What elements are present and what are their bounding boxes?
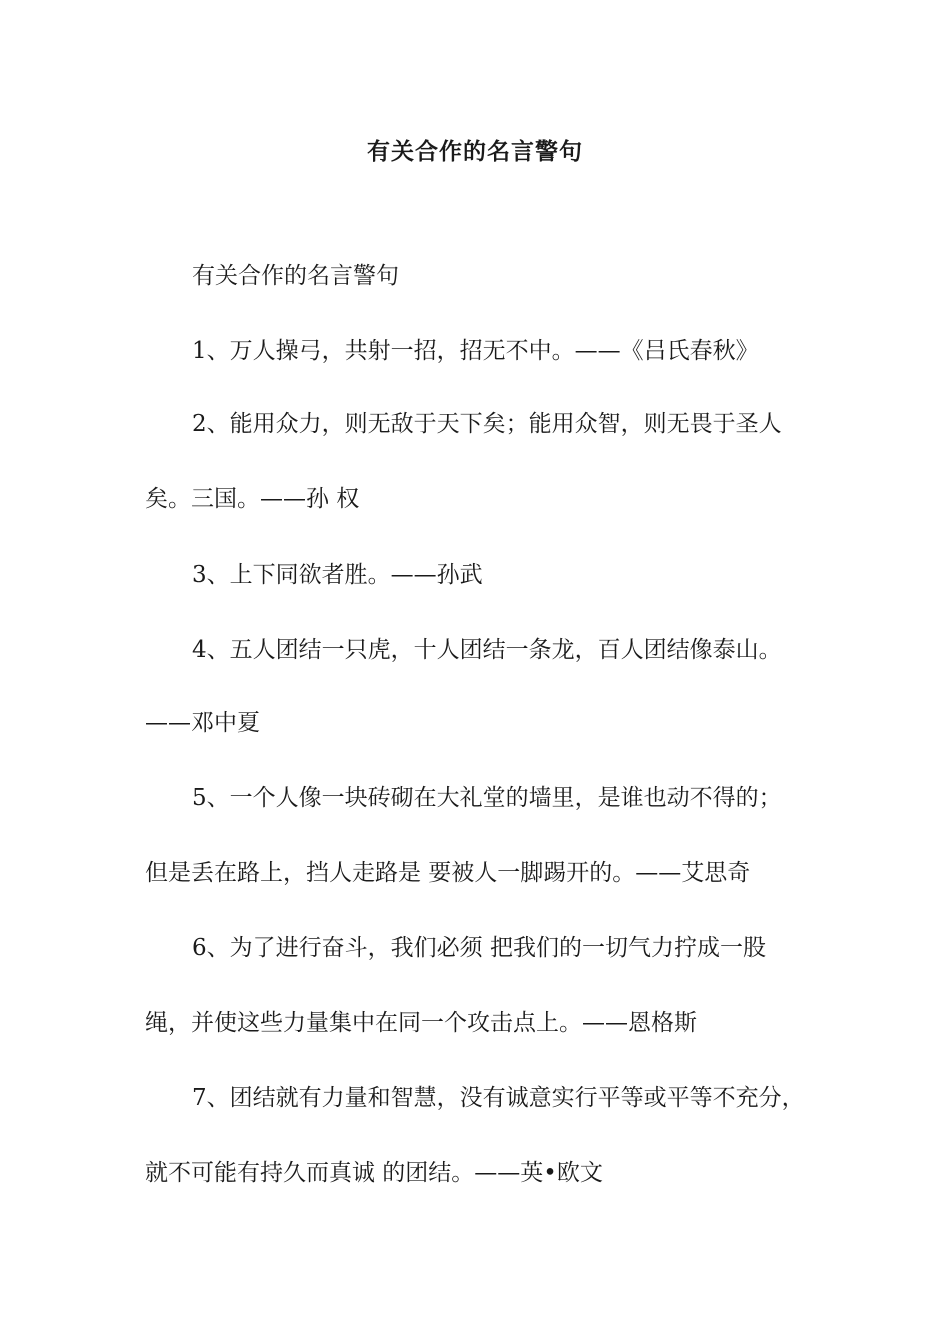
- quote-6-line-1: 6、为了进行奋斗，我们必须 把我们的一切气力拧成一股: [192, 935, 766, 961]
- quote-6-line-2: 绳，并使这些力量集中在同一个攻击点上。——恩格斯: [145, 1010, 697, 1036]
- document-title: 有关合作的名言警句: [367, 138, 583, 165]
- subtitle-line: 有关合作的名言警句: [192, 263, 399, 289]
- quote-3-line: 3、上下同欲者胜。——孙武: [192, 562, 483, 588]
- quote-4-line-1: 4、五人团结一只虎，十人团结一条龙，百人团结像泰山。: [192, 637, 782, 663]
- quote-7-line-2: 就不可能有持久而真诚 的团结。——英•欧文: [145, 1160, 603, 1186]
- quote-1-line: 1、万人操弓，共射一招，招无不中。——《吕氏春秋》: [192, 338, 759, 364]
- quote-2-line-1: 2、能用众力，则无敌于天下矣；能用众智，则无畏于圣人: [192, 411, 782, 437]
- quote-7-line-1: 7、团结就有力量和智慧，没有诚意实行平等或平等不充分，: [192, 1085, 805, 1111]
- quote-2-line-2: 矣。三国。——孙 权: [145, 486, 360, 512]
- quote-5-line-2: 但是丢在路上，挡人走路是 要被人一脚踢开的。——艾思奇: [145, 860, 751, 886]
- quote-4-line-2: ——邓中夏: [145, 710, 260, 736]
- quote-5-line-1: 5、一个人像一块砖砌在大礼堂的墙里，是谁也动不得的；: [192, 785, 782, 811]
